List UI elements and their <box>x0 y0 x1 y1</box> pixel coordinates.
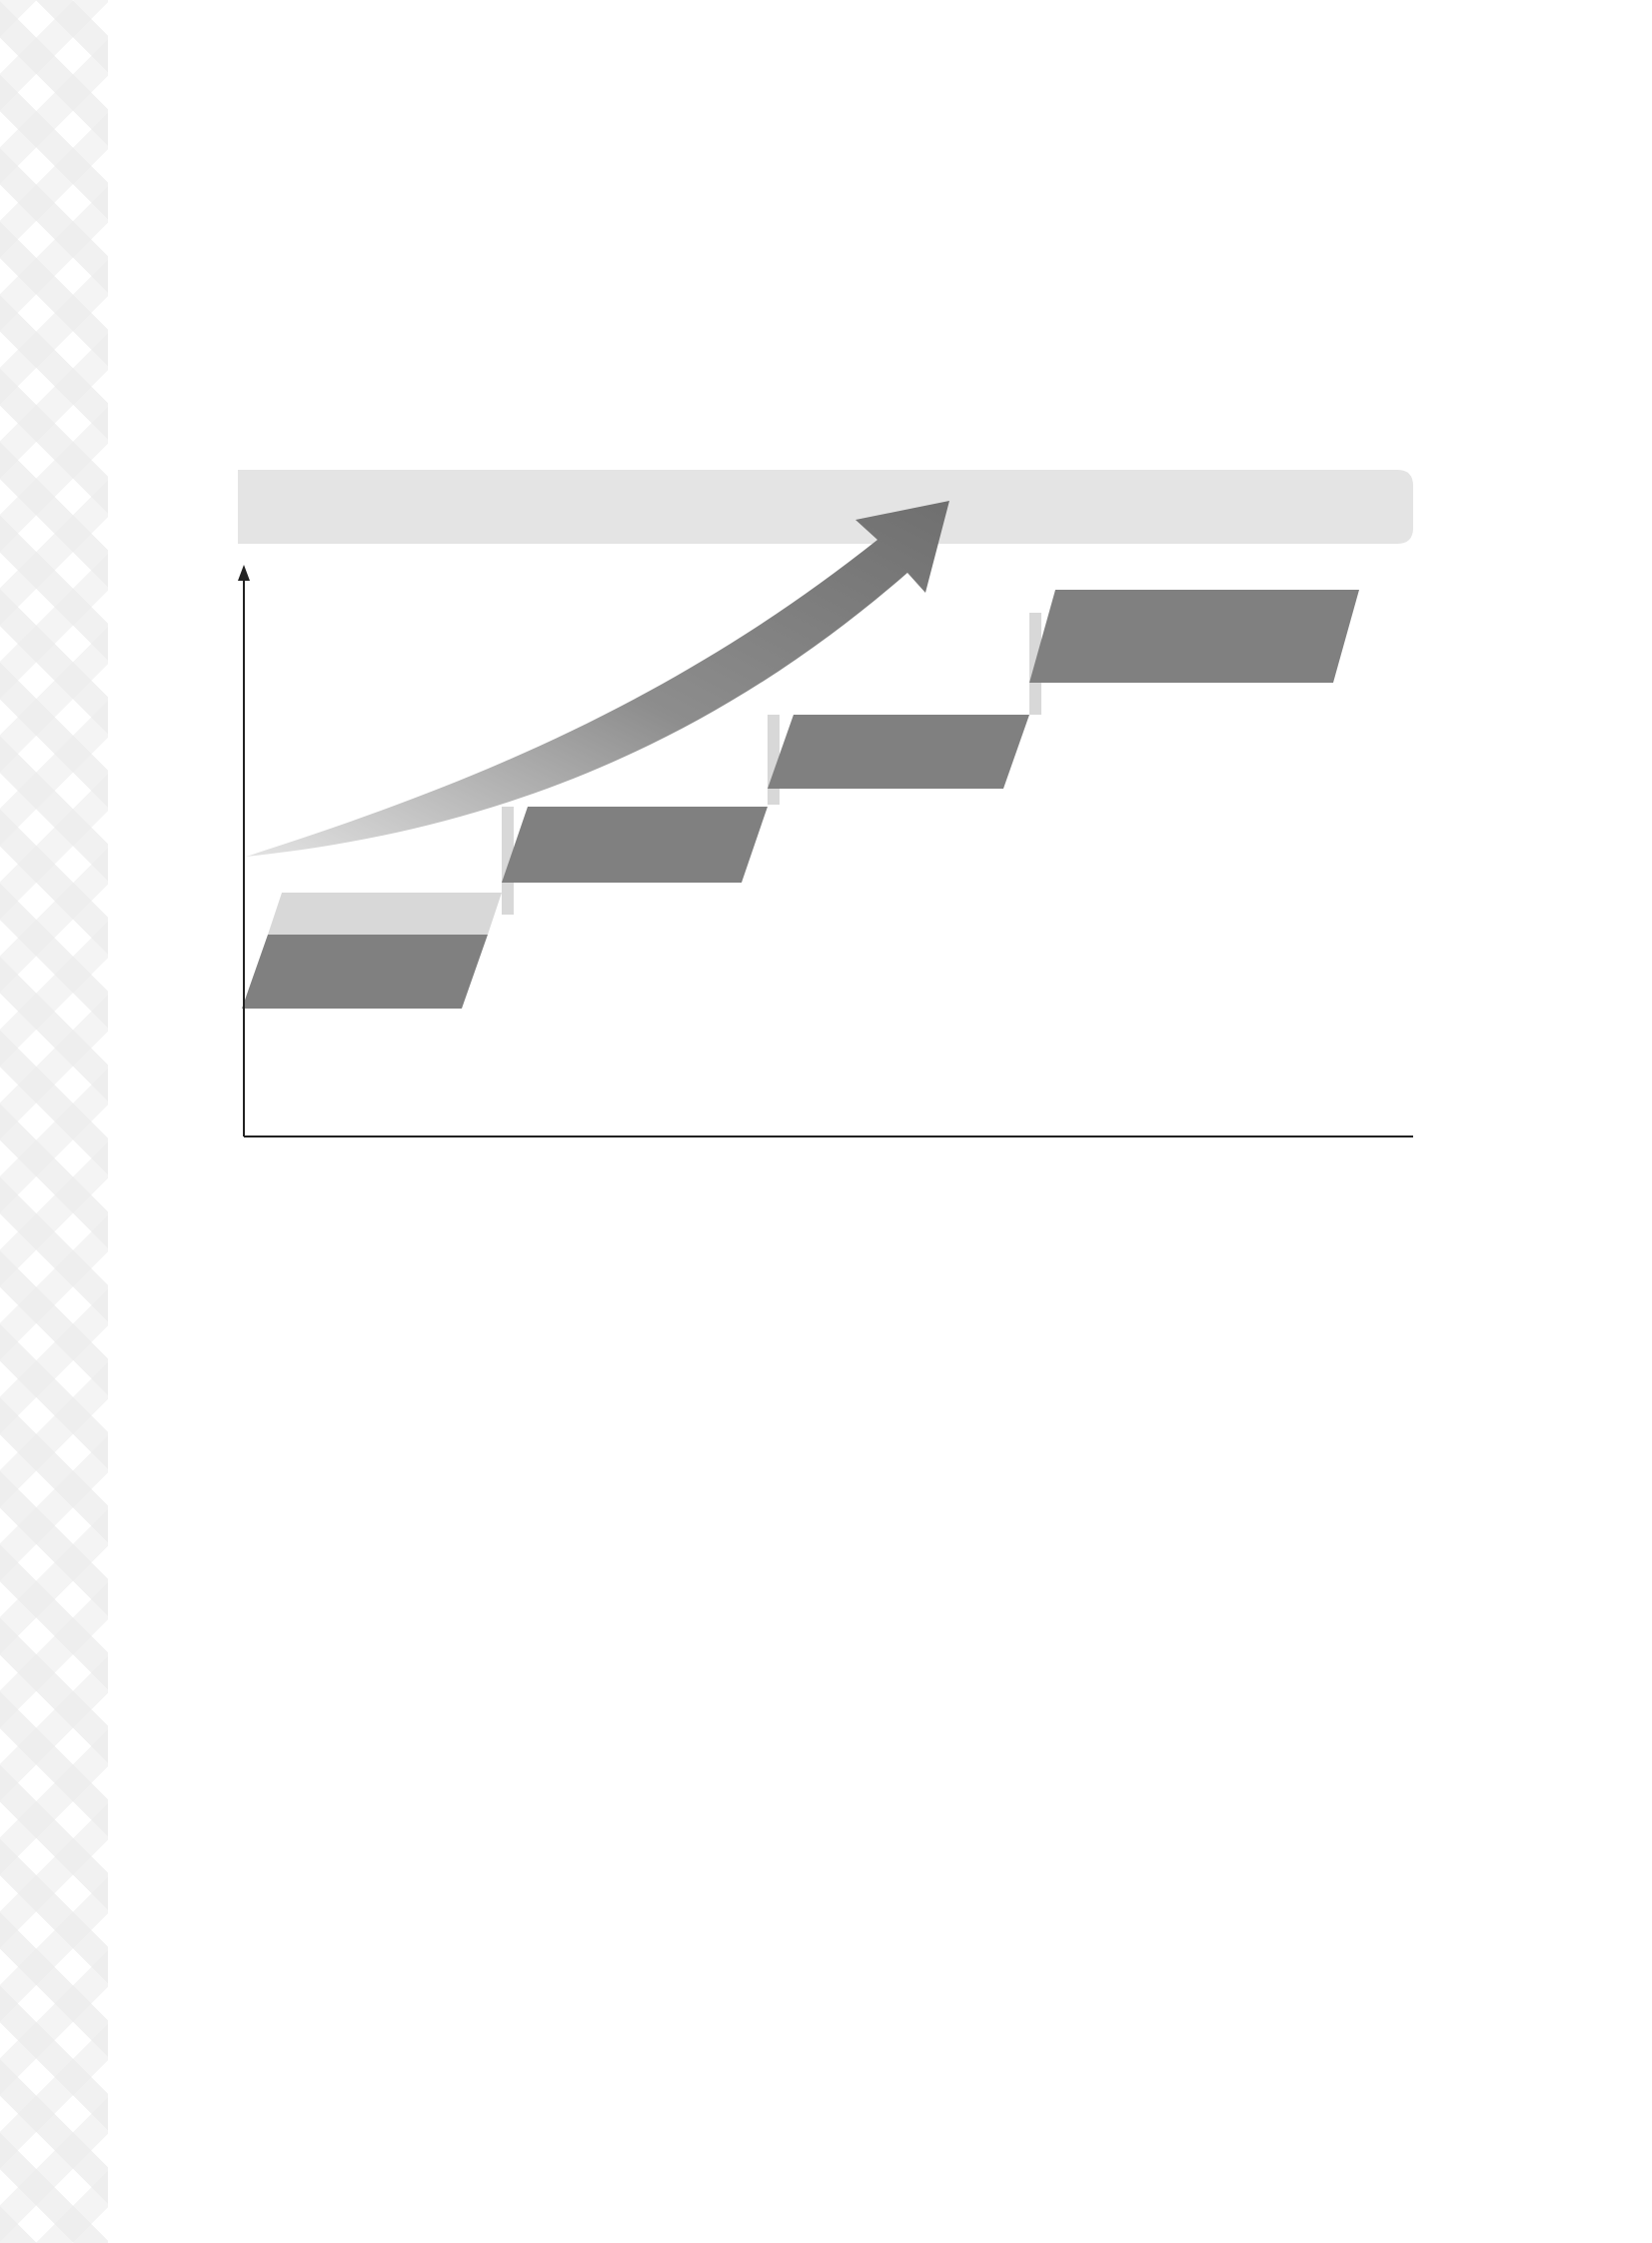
timeline-band <box>238 470 1413 544</box>
step-3-box <box>768 715 1029 789</box>
step-4-box <box>1029 590 1359 683</box>
y-axis-arrowhead <box>238 565 250 581</box>
step-2-box <box>502 807 768 883</box>
governance-history-figure <box>238 465 1417 1174</box>
step-1-box <box>242 935 488 1009</box>
step-1-side <box>268 893 502 935</box>
development-arrow <box>246 501 949 857</box>
side-decoration <box>0 0 108 2243</box>
